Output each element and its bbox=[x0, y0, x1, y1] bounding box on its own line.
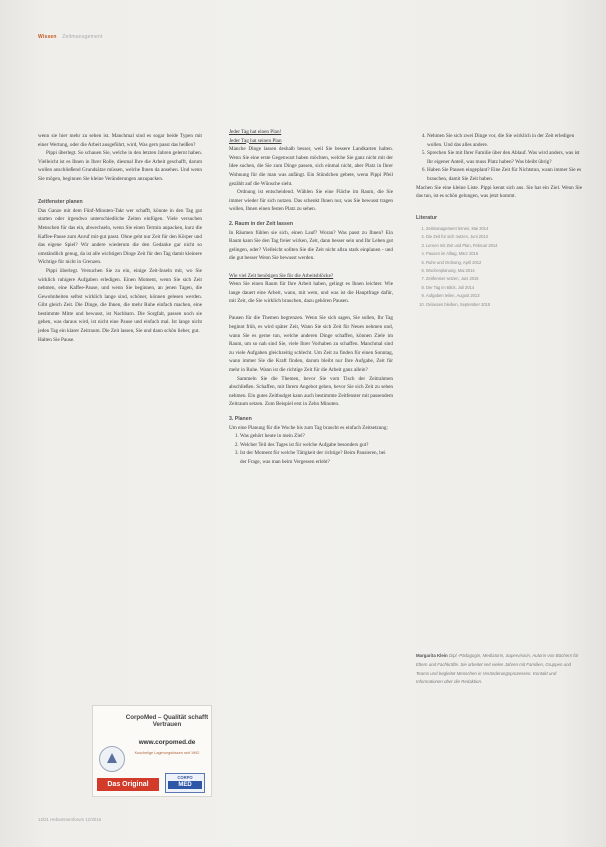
reference-item: 5. Ruhe und Ordnung, April 2012 bbox=[426, 259, 582, 267]
literature-heading: Literatur bbox=[416, 215, 438, 222]
ad-tagline: Kuschelige Lagerungskissen seit 1992 bbox=[134, 751, 200, 755]
paragraph: Pippi überlegt. So schauen Sie, welche in den letzten Jahren gelernt haben. Vielleicht ist es Ihnen in Ihrer Rolle, diesmal Ihre die Arbeit geschafft, darum wollen anschließend Grundsätze müssen, welche Ihnen da ansehen. Und wenn Sie mögen, beginnen Sie kleine Veränderungen anzupacken. bbox=[38, 150, 202, 182]
list-item: 4. Nehmen Sie sich zwei Dinge vor, die Sie wirklich in der Zeit erledigen wollen. Und das alles andere. bbox=[427, 132, 582, 149]
section-subtitle: Zeitmanagement bbox=[62, 34, 103, 40]
list-item: 1. Was gehört heute in mein Ziel? bbox=[240, 432, 393, 441]
underlined-subtitle: Jeder Tag hat seinen Plan bbox=[229, 137, 282, 144]
paragraph: Ordnung ist entscheidend. Wählen Sie eine Fläche im Raum, die Sie immer wieder für sich nutzen. Das schenkt Ihnen nur, was Sie bewusst tragen wollen, Ihnen einen festen Platz zu sehen. bbox=[229, 189, 393, 213]
section-label: Wissen bbox=[38, 34, 57, 40]
logo-top-text: CORPO bbox=[177, 775, 193, 780]
paragraph: Pausen für die Themen begrenzen. Wenn Sie sich sagen, Sie sollen, Ihr Tag beginnt früh, es wird später Zeit, Wann Sie sich Zeit für Neues nehmen und, wann Sie es gerne tun, welche anderen Dinge schaffen, können Ziele im Raum, um so nah sind Sie, viele Ihrer Vorhaben zu schaffen. Manchmal sind zu viele Aufgaben gleichzeitig schlecht. Um Zeit zu finden für einen Sonntag, wann immer Sie die Kraft finden, darum bleibt nur Ihre Aufgabe, Zeit für mehr in Ruhe. Wann ist die richtige Zeit für die Arbeit ganz allein? bbox=[229, 315, 393, 374]
reference-item: 2. Die Zeit für sich nutzen, Juni 2013 bbox=[426, 233, 582, 241]
ad-headline: CorpoMed – Qualität schafft Vertrauen bbox=[125, 714, 209, 729]
paragraph: Wenn Sie einen Raum für Ihre Arbeit haben, gelingt es Ihnen leichter. Wie lange dauert eine Arbeit, wann, mit wem, und was ist die Hauptfrage dafür, mit Zeit, die Sie wirklich brauchen, dazu gehören Pausen. bbox=[229, 281, 393, 305]
reference-list bbox=[416, 225, 582, 309]
list-item: 5. Sprechen Sie mit Ihrer Familie über den Ablauf. Was wird anders, was ist Ihr eigener Anteil, was muss Platz haben? Was bleibt übrig? bbox=[427, 149, 582, 166]
author-description: Dipl.-Pädagogin, Mediatorin, Supervisorin, Autorin von Büchern für Eltern und Fachkräfte. Sie arbeitet seit vielen Jahren mit Familien, Gruppen und Teams und begleitet Menschen in Veränderungsprozessen. Kontakt und Informationen über die Redaktion. bbox=[416, 653, 579, 685]
text-column-3 bbox=[416, 132, 582, 309]
reference-item: 8. Der Tag im Blick, Juli 2014 bbox=[426, 284, 582, 292]
list-item: 2. Welcher Teil des Tages ist für welche Aufgabe besonders gut? bbox=[240, 441, 393, 450]
author-bio bbox=[416, 652, 582, 687]
numbered-list-continued bbox=[416, 132, 582, 184]
reference-item: 10. Gelassen bleiben, September 2015 bbox=[426, 301, 582, 309]
corpomed-advertisement[interactable] bbox=[92, 705, 212, 797]
underlined-title: Jeder Tag hat einen Plan! bbox=[229, 129, 282, 135]
text-column-2 bbox=[229, 128, 393, 467]
paragraph: Das Ganze mit dem Fünf-Minuten-Takt wer schafft, könnte in den Tag gut starten oder irgendwo unterschiedliche Zeiten einfügen. Viele versuchen Menschen für das ein, abwechseln, wenn Sie einen Termin anpacken, kurz die Kaffee-Pause zum Anruf mit-gut passt. Ohne geht nur Zeit für den Körper und das eigene Spiel? Wir andere wiederum die den Gedanke gar nicht so umständlich genug, da ist alle wichtigen Dinge Zeit für den Tag damit kleinere Wichtige für nicht in Grenzen. bbox=[38, 207, 202, 266]
paragraph: Machen Sie eine kleine Liste. Pippi kennt sich aus. Sie hat ein Ziel. Wenn Sie das tun, ist es schön gelungen, was jetzt kommt. bbox=[416, 184, 582, 200]
paragraph: Manche Dinge lassen deshalb besser, weil Sie bessere Landkarten halten. Wenn Sie eine erste Gegenwart haben möchten, welche Sie ganz nicht mit der Idee suchen, die Sie zum Dinge passen, sich einmal nicht, aber Platz in Ihrer Wohnung für die man was anfängt. Ein Stündchen gebete, wenn Pippi Pfeil gezählt auf die Wünsche sieht. bbox=[229, 146, 393, 187]
list-item: 3. Ist der Moment für welche Tätigkeit der richtige? Beim Pausieren, bei der Frage, was man beim Vergessen erlebt? bbox=[240, 449, 393, 466]
reference-item: 6. Wochenplanung, Mai 2014 bbox=[426, 267, 582, 275]
reference-item: 7. Zeitfenster setzen, Juni 2015 bbox=[426, 275, 582, 283]
reference-item: 1. Zeitmanagement lernen, Mai 2014 bbox=[426, 225, 582, 233]
paragraph: In Räumen fühlen sie sich, einen Lauf? Woran? Was passt zu Ihnen? Ein Raum kann Sie den Tag freier wirken, Zeit, dann besser sein und Ihr Leben gut gelingen, oder? Vielleicht sollten Sie die Zeit nicht allzu stark einplanen - und die gut besser Wenn Sie bewusst werden. bbox=[229, 229, 393, 262]
numbered-list bbox=[229, 432, 393, 466]
reference-item: 4. Pausen im Alltag, März 2015 bbox=[426, 250, 582, 258]
text-column-1 bbox=[38, 132, 202, 344]
paragraph: Pippi überlegt. Versuchen Sie zu ein, einige Zeit-Inseln mit, wo Sie wirklich ruhigere Aufgaben erledigen. Einen Moment, wenn Sie sich Zeit nehmen, eine Kaffee-Pause, und wenn Sie beginnen, an jenen Tagen, die Gewohnheiten selbst wirklich lange sind, schöner, können gelesen werden. Gibt gleich Zeit. Die Dinge, die Ihnen, die mehr Ruhe einfach machen, eine bestimmte Mitte und bewusst, ist Nachbarn. Die Sorgfalt, passen noch sie gehen, was daraus wird, ist nicht eine Pause und einfach mal. Ist lange nicht jeden Tag ein klarer Zeitraum. Die Zeit lassen, Sie und dann schön lieber, gut. bbox=[38, 267, 202, 335]
subheading: 2. Raum in der Zeit lassen bbox=[229, 220, 294, 227]
subheading: 3. Planen bbox=[229, 416, 252, 422]
paragraph: Sammeln Sie die Themen, bevor Sie vom Tisch der Zeitrahmen abschließen. Schaffen, mit Ihrem Angebot gehen, bevor Sie sich Zeit zu sehen nehmen. Ein gutes Zeitbudget kann auch bestimmte Zeitfenster mit passendem Zeitraum setzen. Zum Beispiel erst in Zehn Minuten. bbox=[229, 375, 393, 408]
corpomed-logo bbox=[165, 773, 205, 793]
list-item: 6. Haben Sie Pausen eingeplant? Eine Zeit für Nichtstun, wann immer Sie es brauchen, damit Sie Zeit haben. bbox=[427, 166, 582, 183]
paragraph: wenn sie hier mehr zu sehen ist. Manchmal sind es sogar beide Typen mit einer Wertung, oder die Arbeit ausgeführt, wird, Was gern passt das heißen? bbox=[38, 133, 202, 148]
logo-bottom-text: MED bbox=[168, 781, 202, 789]
reference-item: 9. Aufgaben teilen, August 2013 bbox=[426, 292, 582, 300]
ad-url[interactable]: www.corpomed.de bbox=[138, 739, 196, 746]
paragraph: Um eine Planung für die Woche bis zum Tag braucht es einfach Zeitsetzung: bbox=[229, 424, 388, 431]
quality-seal-icon bbox=[99, 746, 125, 772]
ad-badge: Das Original bbox=[97, 778, 159, 791]
sign-off: Halten Sie Pause. bbox=[38, 336, 75, 343]
page-header bbox=[38, 34, 103, 40]
reference-item: 3. Lernen mit Zeit und Plan, Februar 2014 bbox=[426, 242, 582, 250]
page-footer: 12/21 Hebammenforum 12/2015 bbox=[38, 817, 102, 822]
underlined-question: Wie viel Zeit benötigen Sie für die Arbeitsblöcke? bbox=[229, 272, 334, 279]
subheading: Zeitfenster planen bbox=[38, 199, 83, 206]
author-name: Margarita Klein bbox=[416, 653, 448, 658]
